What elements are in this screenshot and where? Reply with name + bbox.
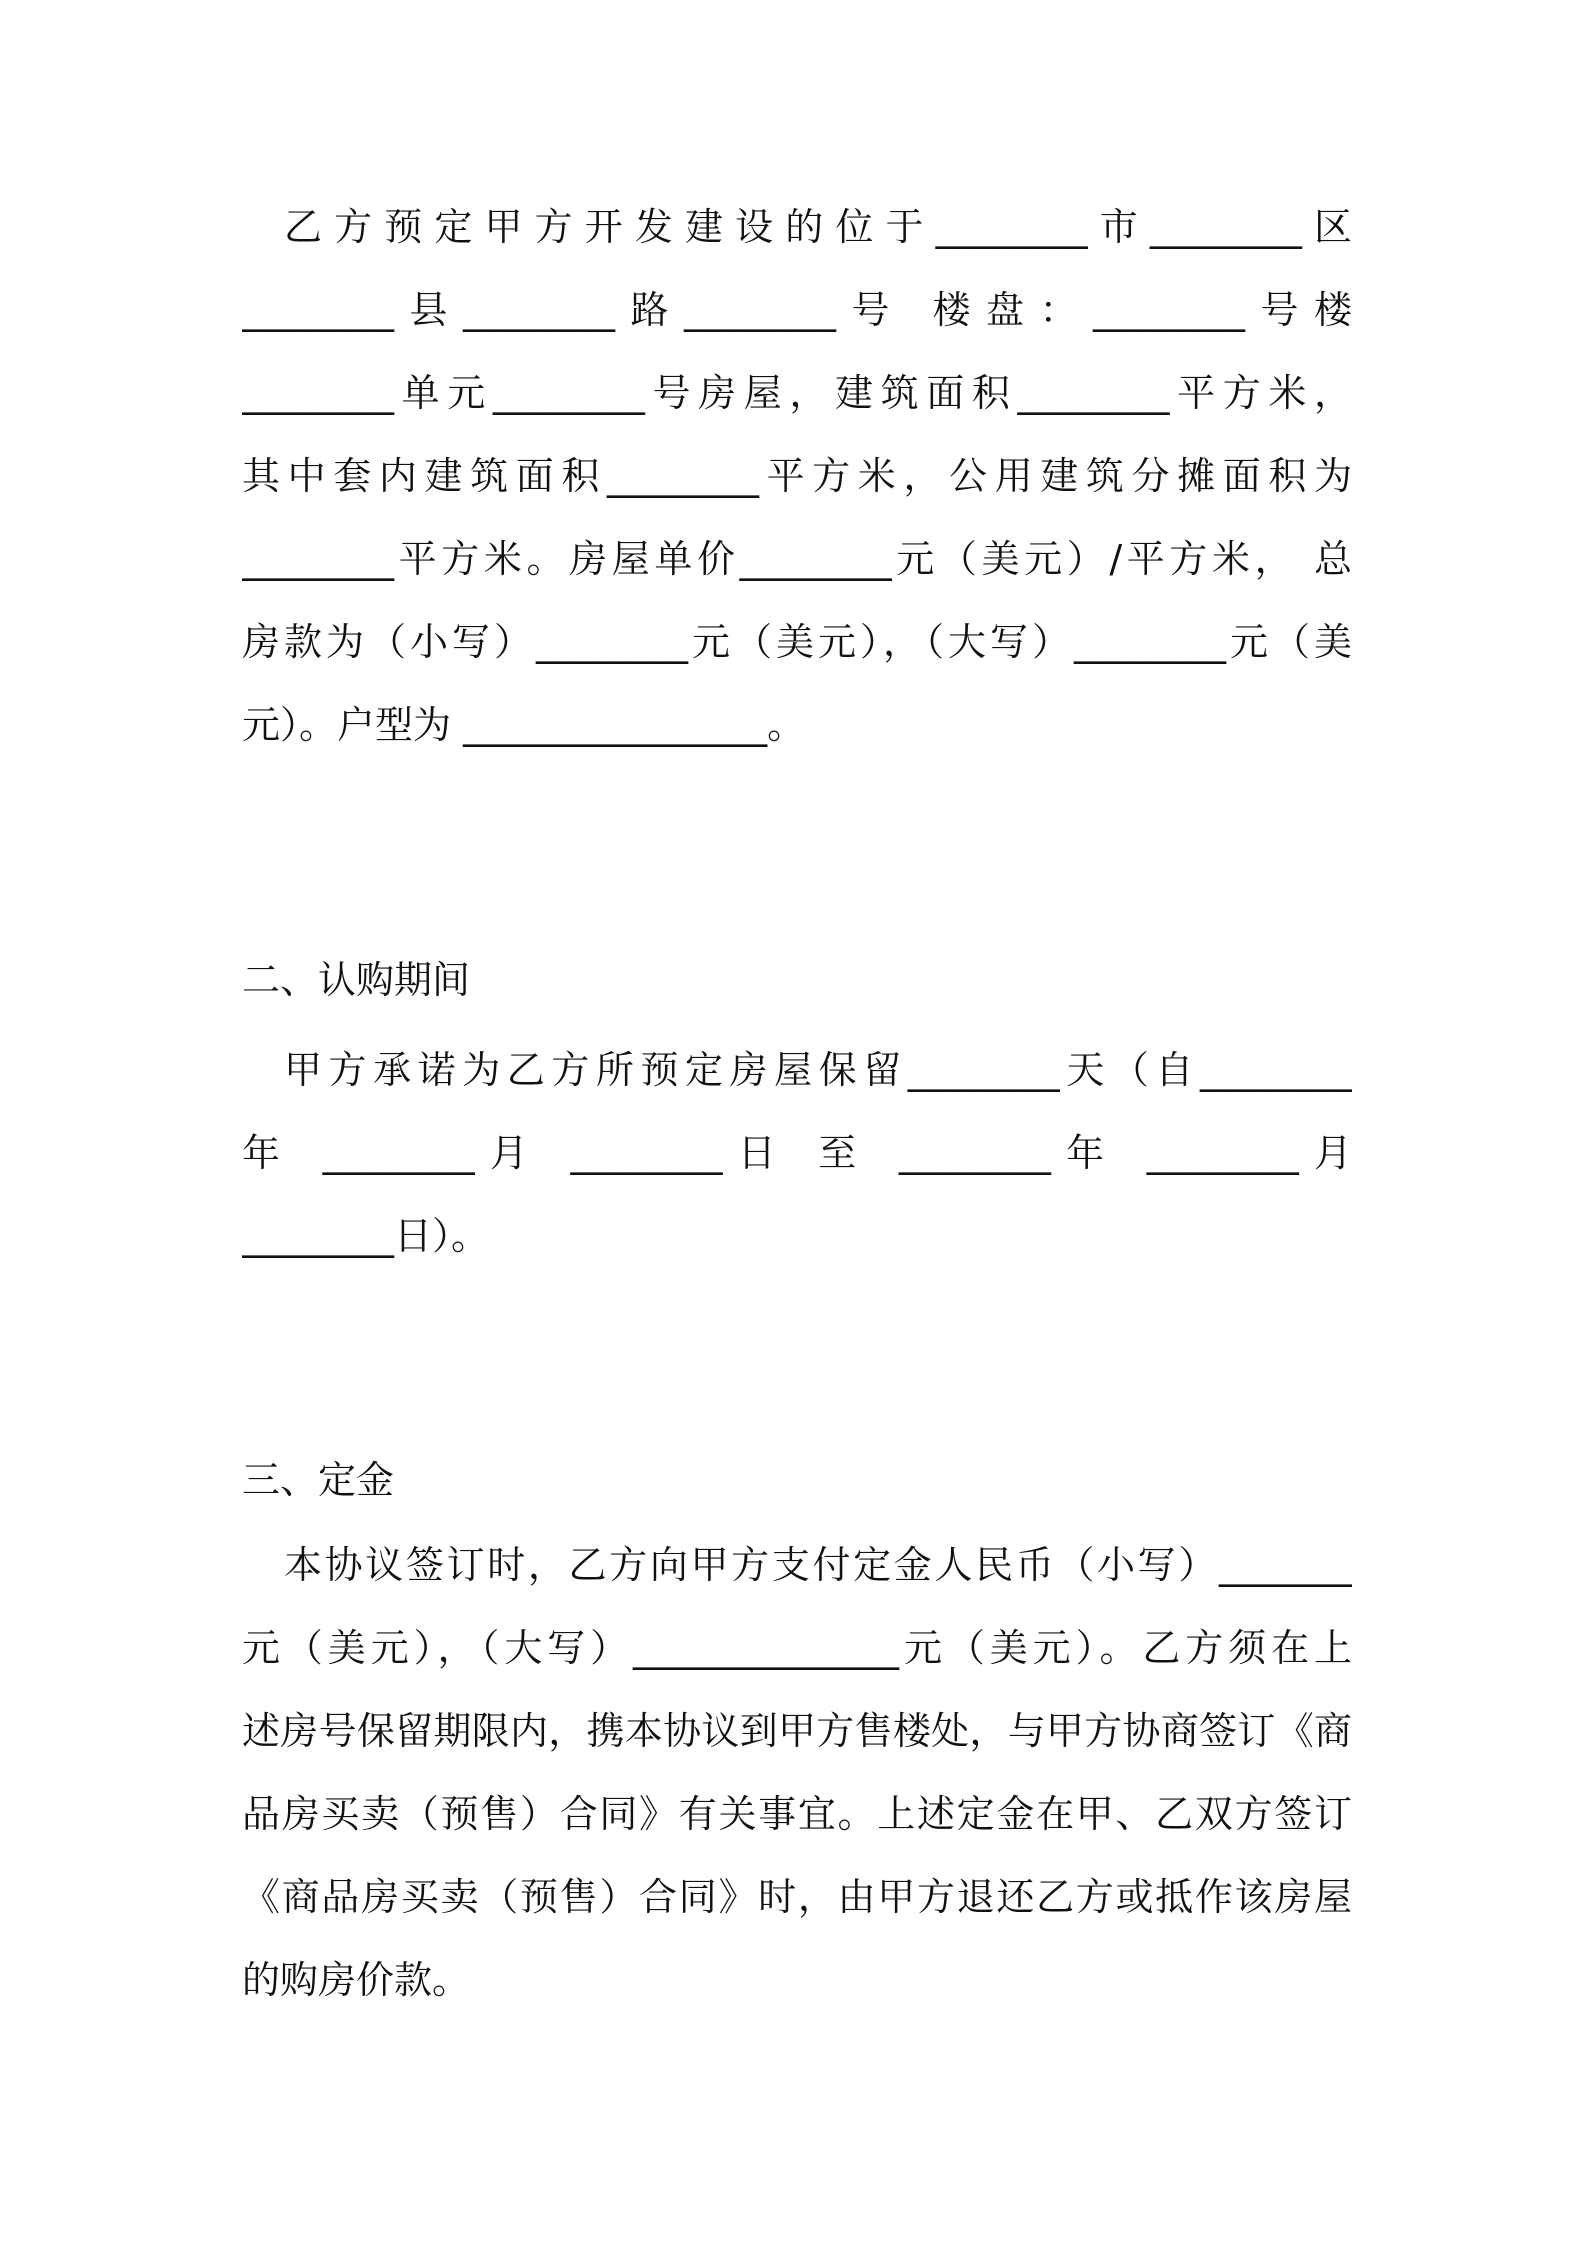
section1-line-4: 其中套内建筑面积________平方米，公用建筑分摊面积为	[242, 454, 1352, 498]
section1-line-2: ________县________路________号 楼盘：________号楼	[242, 288, 1352, 332]
section3-heading: 三、定金	[242, 1458, 395, 1502]
section3-line-5: 《商品房买卖（预售）合同》时，由甲方退还乙方或抵作该房屋	[242, 1875, 1352, 1919]
section3-line-3: 述房号保留期限内，携本协议到甲方售楼处，与甲方协商签订《商	[242, 1709, 1352, 1753]
section3-line-1: 本协议签订时，乙方向甲方支付定金人民币（小写）_______	[284, 1543, 1352, 1587]
section2-line-1: 甲方承诺为乙方所预定房屋保留________天（自________	[284, 1048, 1352, 1092]
section3-line-4: 品房买卖（预售）合同》有关事宜。上述定金在甲、乙双方签订	[242, 1792, 1352, 1836]
section2-line-3: ________日）。	[242, 1214, 490, 1258]
section2-heading: 二、认购期间	[242, 958, 471, 1002]
section2-line-2: 年 ________月 ________日 至 ________年 ________月	[242, 1131, 1352, 1175]
section3-line-2: 元（美元），（大写）______________元（美元）。乙方须在上	[242, 1626, 1352, 1670]
section3-line-6: 的购房价款。	[242, 1958, 471, 2002]
section1-line-7: 元）。户型为 ________________。	[242, 703, 806, 747]
section1-line-1: 乙方预定甲方开发建设的位于________市________区	[284, 205, 1352, 249]
section1-line-5: ________平方米。房屋单价________元（美元）/平方米， 总	[242, 537, 1352, 581]
section1-line-6: 房款为（小写）________元（美元），（大写）________元（美	[242, 620, 1352, 664]
section1-line-3: ________单元________号房屋，建筑面积________平方米，	[242, 371, 1352, 415]
